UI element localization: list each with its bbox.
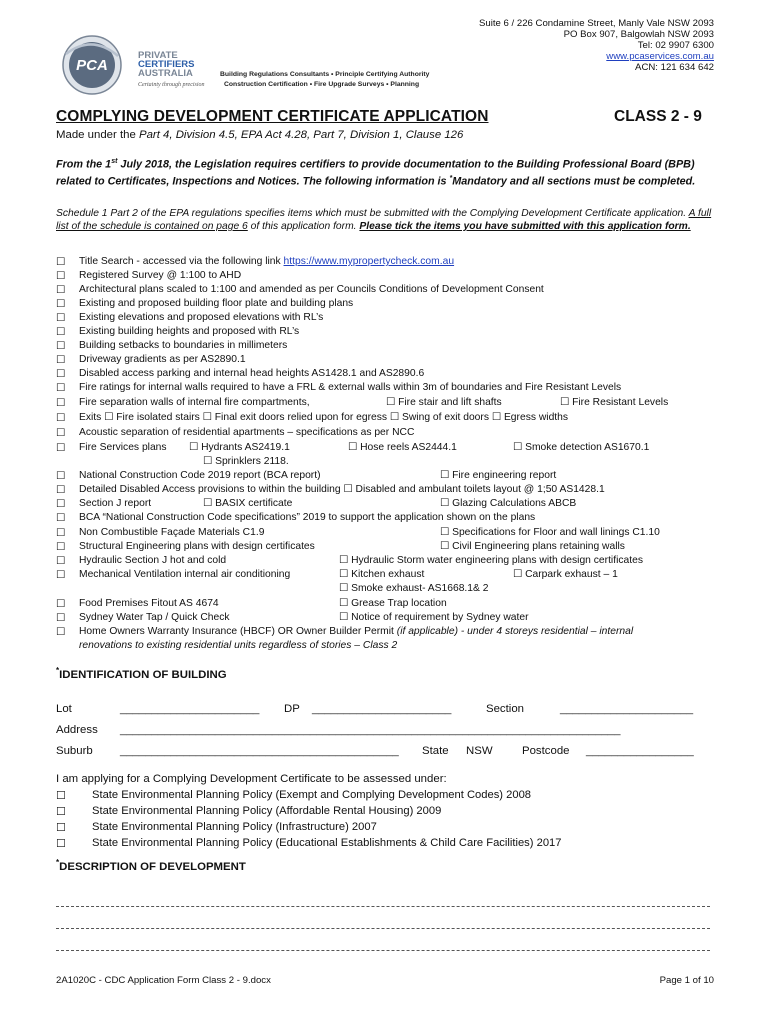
footer-page-number: Page 1 of 10	[659, 975, 714, 986]
address-line: PO Box 907, Balgowlah NSW 2093	[563, 29, 714, 40]
checklist-item-label: ☐ Grease Trap location	[339, 598, 447, 609]
section-label: Section	[486, 703, 524, 715]
checklist-item-label: ☐ Notice of requirement by Sydney water	[339, 612, 529, 623]
checklist-item-label: Fire Services plans	[79, 442, 167, 453]
footer-document-name: 2A1020C - CDC Application Form Class 2 - 9.docx	[56, 975, 271, 986]
checklist-item-label: ☐ Fire engineering report	[440, 470, 557, 481]
checklist-item-label: Existing elevations and proposed elevations with RL’s	[79, 312, 324, 323]
company-logo	[56, 34, 476, 96]
checkbox[interactable]: ☐	[56, 541, 66, 553]
description-heading: *DESCRIPTION OF DEVELOPMENT	[56, 858, 246, 873]
page-title: COMPLYING DEVELOPMENT CERTIFICATE APPLICATION	[56, 108, 489, 125]
checklist-item-label: Building setbacks to boundaries in millimeters	[79, 340, 288, 351]
checklist-item-label: Home Owners Warranty Insurance (HBCF) OR Owner Builder Permit (if applicable) - under 4 storeys residential – internal	[79, 626, 634, 637]
checklist-item-label: ☐ Smoke exhaust- AS1668.1& 2	[339, 583, 489, 594]
checkbox[interactable]: ☐	[56, 806, 67, 818]
policy-label: State Environmental Planning Policy (Infrastructure) 2007	[92, 821, 377, 833]
checklist-item-label: ☐ Hose reels AS2444.1	[348, 442, 457, 453]
checkbox[interactable]: ☐	[56, 382, 66, 394]
checklist-item-label: Registered Survey @ 1:100 to AHD	[79, 270, 242, 281]
checklist-item-note: renovations to existing residential units regardless of stories – Class 2	[79, 640, 398, 651]
svg-text:PRIVATE: PRIVATE	[138, 50, 178, 61]
checkbox[interactable]: ☐	[56, 527, 66, 539]
checklist-item-label: Detailed Disabled Access provisions to within the building ☐ Disabled and ambulant toilets layout @ 1;50 AS1428.1	[79, 484, 605, 495]
checklist-item-label: Non Combustible Façade Materials C1.9	[79, 527, 265, 538]
checklist-item-label: Exits ☐ Fire isolated stairs ☐ Final exit doors relied upon for egress ☐ Swing of exit doors ☐ Egress widths	[79, 412, 569, 423]
svg-text:Building Regulations Consultan: Building Regulations Consultants • Principle Certifying Authority	[220, 71, 430, 78]
suburb-field[interactable]: ____________________________________________	[120, 745, 399, 757]
svg-text:Construction Certification • F: Construction Certification • Fire Upgrade Surveys • Planning	[224, 81, 420, 88]
checklist-item-label: Structural Engineering plans with design certificates	[79, 541, 315, 552]
checkbox[interactable]: ☐	[56, 427, 66, 439]
policy-label: State Environmental Planning Policy (Educational Establishments & Child Care Facilities) 2017	[92, 837, 562, 849]
checkbox[interactable]: ☐	[56, 598, 66, 610]
checklist-item-label: ☐ Sprinklers 2118.	[203, 456, 289, 467]
checkbox[interactable]: ☐	[56, 256, 66, 268]
checklist-item-label: Fire separation walls of internal fire compartments,	[79, 397, 310, 408]
checkbox[interactable]: ☐	[56, 284, 66, 296]
checklist-item-label: ☐ Fire Resistant Levels	[560, 397, 669, 408]
description-line[interactable]	[56, 906, 710, 907]
checklist-item-label: ☐ Kitchen exhaust	[339, 569, 425, 580]
checkbox[interactable]: ☐	[56, 822, 67, 834]
applying-intro: I am applying for a Complying Development Certificate to be assessed under:	[56, 773, 447, 785]
checklist-item-label: Existing and proposed building floor plate and building plans	[79, 298, 354, 309]
section-field[interactable]: _____________________	[560, 703, 694, 715]
legislation-reference: Made under the Part 4, Division 4.5, EPA Act 4.28, Part 7, Division 1, Clause 126	[56, 129, 464, 141]
checklist-item-label: Section J report	[79, 498, 152, 509]
checklist-item-label: ☐ Civil Engineering plans retaining walls	[440, 541, 625, 552]
checklist-item-label: Acoustic separation of residential apartments – specifications as per NCC	[79, 427, 415, 438]
class-label: CLASS 2 - 9	[614, 108, 702, 125]
checklist-item-label: Fire ratings for internal walls required to have a FRL & external walls within 3m of boundaries and Fire Resistant Levels	[79, 382, 622, 393]
checklist-item-label: Food Premises Fitout AS 4674	[79, 598, 219, 609]
address-label: Address	[56, 724, 98, 736]
checkbox[interactable]: ☐	[56, 397, 66, 409]
checkbox[interactable]: ☐	[56, 569, 66, 581]
identification-heading: *IDENTIFICATION OF BUILDING	[56, 666, 227, 681]
postcode-field[interactable]: _________________	[586, 745, 694, 757]
checklist-item-label: Existing building heights and proposed with RL’s	[79, 326, 300, 337]
checkbox[interactable]: ☐	[56, 340, 66, 352]
checkbox[interactable]: ☐	[56, 298, 66, 310]
title-search-link[interactable]: https://www.mypropertycheck.com.au	[283, 256, 455, 267]
checklist-item-label: ☐ BASIX certificate	[203, 498, 293, 509]
checkbox[interactable]: ☐	[56, 498, 66, 510]
state-label: State	[422, 745, 449, 757]
checkbox[interactable]: ☐	[56, 270, 66, 282]
checkbox[interactable]: ☐	[56, 555, 66, 567]
suburb-label: Suburb	[56, 745, 93, 757]
svg-text:PCA: PCA	[76, 57, 108, 74]
description-line[interactable]	[56, 950, 710, 951]
checklist-item-label: ☐ Hydrants AS2419.1	[189, 442, 290, 453]
checkbox[interactable]: ☐	[56, 470, 66, 482]
checkbox[interactable]: ☐	[56, 442, 66, 454]
dp-label: DP	[284, 703, 300, 715]
checklist-item-label: ☐ Fire stair and lift shafts	[386, 397, 502, 408]
checklist-item-label: ☐ Specifications for Floor and wall linings C1.10	[440, 527, 660, 538]
checkbox[interactable]: ☐	[56, 368, 66, 380]
svg-text:Certainty through precision: Certainty through precision	[138, 82, 205, 88]
policy-label: State Environmental Planning Policy (Affordable Rental Housing) 2009	[92, 805, 442, 817]
checklist-item-label: Hydraulic Section J hot and cold	[79, 555, 227, 566]
description-line[interactable]	[56, 928, 710, 929]
checklist-item-label: ☐ Smoke detection AS1670.1	[513, 442, 650, 453]
checklist-item-label: Mechanical Ventilation internal air conditioning	[79, 569, 291, 580]
checklist-item-label: BCA “National Construction Code specifications” 2019 to support the application shown on the plans	[79, 512, 536, 523]
postcode-label: Postcode	[522, 745, 570, 757]
checklist-item-label: Disabled access parking and internal head heights AS1428.1 and AS2890.6	[79, 368, 425, 379]
checkbox[interactable]: ☐	[56, 354, 66, 366]
checkbox[interactable]: ☐	[56, 326, 66, 338]
checklist-item-note: (if applicable) - under 4 storeys residential – internal	[396, 626, 634, 637]
svg-text:CERTIFIERS: CERTIFIERS	[138, 59, 195, 70]
checklist-item-label: Architectural plans scaled to 1:100 and amended as per Councils Conditions of Development Consent	[79, 284, 544, 295]
checklist-item-label: Title Search - accessed via the following link https://www.mypropertycheck.com.au	[79, 256, 455, 267]
lot-label: Lot	[56, 703, 72, 715]
checkbox[interactable]: ☐	[56, 838, 67, 850]
state-value: NSW	[466, 745, 493, 757]
mandatory-notice: From the 1st July 2018, the Legislation requires certifiers to provide documentation to the Building Professional Board (BPB) related to Certificates, Inspections and Notices. The following information is *Mandatory and all sections must be completed.	[56, 158, 696, 188]
checkbox[interactable]: ☐	[56, 312, 66, 324]
dp-field[interactable]: ______________________	[312, 703, 452, 715]
checkbox[interactable]: ☐	[56, 612, 66, 624]
checklist-item-label: National Construction Code 2019 report (BCA report)	[79, 470, 321, 481]
checkbox[interactable]: ☐	[56, 790, 67, 802]
company-address-block	[479, 18, 714, 73]
checklist-item-label: ☐ Carpark exhaust – 1	[513, 569, 618, 580]
checklist-item-label: ☐ Hydraulic Storm water engineering plans with design certificates	[339, 555, 643, 566]
svg-text:AUSTRALIA: AUSTRALIA	[138, 68, 193, 79]
checkbox[interactable]: ☐	[56, 512, 66, 524]
checkbox[interactable]: ☐	[56, 412, 66, 424]
checklist-item-label: ☐ Glazing Calculations ABCB	[440, 498, 577, 509]
website-link[interactable]: www.pcaservices.com.au	[606, 51, 714, 62]
lot-field[interactable]: ______________________	[120, 703, 260, 715]
checklist-item-label: Sydney Water Tap / Quick Check	[79, 612, 230, 623]
checkbox[interactable]: ☐	[56, 484, 66, 496]
checklist-item-label: Driveway gradients as per AS2890.1	[79, 354, 246, 365]
policy-label: State Environmental Planning Policy (Exempt and Complying Development Codes) 2008	[92, 789, 532, 801]
schedule-instructions: Schedule 1 Part 2 of the EPA regulations specifies items which must be submitted with the Complying Development Certificate application. A full list of the schedule is contained on page 6 of this application form. Please tick the items you have submitted with this application form.	[56, 208, 712, 232]
address-field[interactable]: _______________________________________________________________________________	[120, 724, 621, 736]
acn-number: ACN: 121 634 642	[635, 62, 714, 73]
address-line: Suite 6 / 226 Condamine Street, Manly Vale NSW 2093	[479, 18, 714, 29]
checkbox[interactable]: ☐	[56, 626, 66, 638]
address-line: Tel: 02 9907 6300	[637, 40, 714, 51]
